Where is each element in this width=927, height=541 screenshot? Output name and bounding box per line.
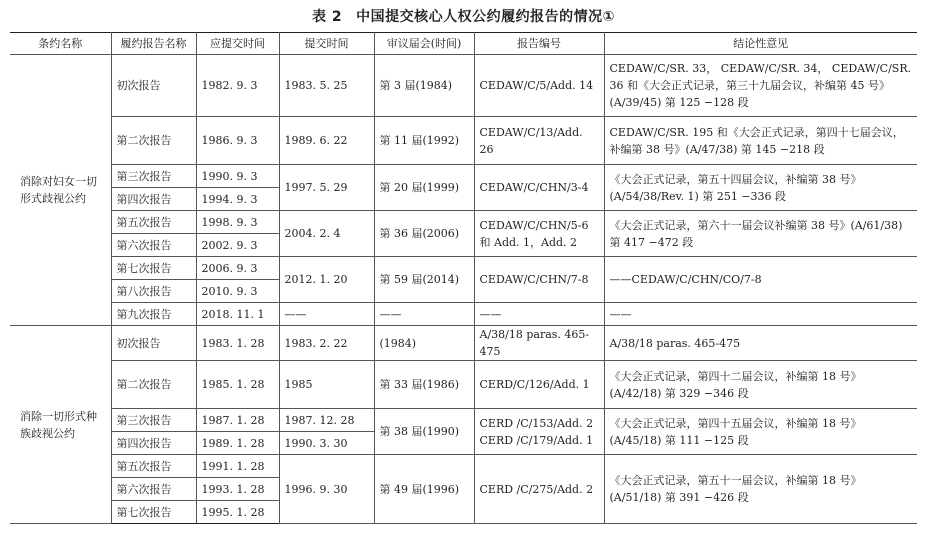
report-code: —— (474, 303, 604, 326)
report-name: 第八次报告 (111, 280, 196, 303)
report-name: 第五次报告 (111, 455, 196, 478)
session: 第 38 届(1990) (374, 409, 474, 455)
conclusion: 《大会正式记录，第五十四届会议，补编第 38 号》(A/54/38/Rev. 1) 第 251 −336 段 (604, 165, 917, 211)
due-date: 2018. 11. 1 (196, 303, 279, 326)
conclusion: 《大会正式记录，第五十一届会议，补编第 18 号》(A/51/18) 第 391 −426 段 (604, 455, 917, 524)
due-date: 1991. 1. 28 (196, 455, 279, 478)
session: 第 20 届(1999) (374, 165, 474, 211)
table-row (10, 211, 917, 234)
report-name: 第三次报告 (111, 165, 196, 188)
report-name: 第二次报告 (111, 361, 196, 409)
table-row (10, 55, 917, 117)
session: 第 3 届(1984) (374, 55, 474, 117)
session: 第 59 届(2014) (374, 257, 474, 303)
due-date: 1983. 1. 28 (196, 326, 279, 361)
table-row (10, 409, 917, 432)
conclusion: CEDAW/C/SR. 33， CEDAW/C/SR. 34， CEDAW/C/SR. 36 和《大会正式记录，第三十九届会议，补编第 45 号》(A/39/45) 第 125 −128 段 (604, 55, 917, 117)
reports-table (10, 32, 917, 524)
report-code (474, 409, 604, 455)
due-date: 1994. 9. 3 (196, 188, 279, 211)
header-due: 应提交时间 (196, 33, 279, 55)
report-name: 第六次报告 (111, 234, 196, 257)
report-name: 第四次报告 (111, 432, 196, 455)
report-code: CEDAW/C/CHN/3-4 (474, 165, 604, 211)
due-date: 2002. 9. 3 (196, 234, 279, 257)
submitted-date: 1990. 3. 30 (279, 432, 374, 455)
report-code: CEDAW/C/5/Add. 14 (474, 55, 604, 117)
session: 第 36 届(2006) (374, 211, 474, 257)
due-date: 1987. 1. 28 (196, 409, 279, 432)
session: 第 11 届(1992) (374, 117, 474, 165)
submitted-date: 1989. 6. 22 (279, 117, 374, 165)
table-row (10, 361, 917, 409)
due-date: 1998. 9. 3 (196, 211, 279, 234)
submitted-date: 1987. 12. 28 (279, 409, 374, 432)
report-code: CEDAW/C/CHN/7-8 (474, 257, 604, 303)
report-code: A/38/18 paras. 465-475 (474, 326, 604, 361)
report-name: 初次报告 (111, 55, 196, 117)
conclusion: A/38/18 paras. 465-475 (604, 326, 917, 361)
report-code: CERD/C/126/Add. 1 (474, 361, 604, 409)
session: 第 33 届(1986) (374, 361, 474, 409)
report-code: CERD /C/275/Add. 2 (474, 455, 604, 524)
report-name: 第五次报告 (111, 211, 196, 234)
convention-cerd: 消除一切形式种族歧视公约 (10, 326, 111, 524)
report-name: 第七次报告 (111, 501, 196, 524)
table-caption (0, 6, 927, 28)
report-code: CEDAW/C/13/Add. 26 (474, 117, 604, 165)
table-row (10, 303, 917, 326)
conclusion: —— (604, 303, 917, 326)
report-code-b: CERD /C/179/Add. 1 (479, 433, 594, 447)
conclusion: CEDAW/C/SR. 195 和《大会正式记录，第四十七届会议，补编第 38 号》(A/47/38) 第 145 −218 段 (604, 117, 917, 165)
report-code-a: CERD /C/153/Add. 2 (479, 416, 594, 430)
due-date: 1982. 9. 3 (196, 55, 279, 117)
due-date: 1986. 9. 3 (196, 117, 279, 165)
table-title: 中国提交核心人权公约履约报告的情况① (356, 9, 615, 25)
convention-cedaw: 消除对妇女一切形式歧视公约 (10, 55, 111, 326)
report-name: 第九次报告 (111, 303, 196, 326)
report-code: CEDAW/C/CHN/5-6 和 Add. 1，Add. 2 (474, 211, 604, 257)
report-name: 第二次报告 (111, 117, 196, 165)
report-name: 第四次报告 (111, 188, 196, 211)
conclusion: 《大会正式记录，第六十一届会议补编第 38 号》(A/61/38) 第 417 −472 段 (604, 211, 917, 257)
table-row (10, 257, 917, 280)
due-date: 2006. 9. 3 (196, 257, 279, 280)
table-row (10, 117, 917, 165)
session: (1984) (374, 326, 474, 361)
table-row (10, 455, 917, 478)
conclusion: 《大会正式记录，第四十二届会议，补编第 18 号》(A/42/18) 第 329 −346 段 (604, 361, 917, 409)
session: —— (374, 303, 474, 326)
submitted-date: 1985 (279, 361, 374, 409)
submitted-date: 2012. 1. 20 (279, 257, 374, 303)
submitted-date: 2004. 2. 4 (279, 211, 374, 257)
due-date: 1989. 1. 28 (196, 432, 279, 455)
table-number: 表 2 (312, 9, 343, 25)
submitted-date: 1997. 5. 29 (279, 165, 374, 211)
header-report: 履约报告名称 (111, 33, 196, 55)
due-date: 1990. 9. 3 (196, 165, 279, 188)
submitted-date: —— (279, 303, 374, 326)
report-name: 第三次报告 (111, 409, 196, 432)
due-date: 1985. 1. 28 (196, 361, 279, 409)
submitted-date: 1983. 2. 22 (279, 326, 374, 361)
report-name: 第七次报告 (111, 257, 196, 280)
header-conclusion: 结论性意见 (604, 33, 917, 55)
submitted-date: 1983. 5. 25 (279, 55, 374, 117)
header-submitted: 提交时间 (279, 33, 374, 55)
conclusion: 《大会正式记录，第四十五届会议，补编第 18 号》(A/45/18) 第 111 −125 段 (604, 409, 917, 455)
due-date: 1993. 1. 28 (196, 478, 279, 501)
submitted-date: 1996. 9. 30 (279, 455, 374, 524)
header-row (10, 33, 917, 55)
session: 第 49 届(1996) (374, 455, 474, 524)
report-name: 初次报告 (111, 326, 196, 361)
due-date: 1995. 1. 28 (196, 501, 279, 524)
conclusion: ——CEDAW/C/CHN/CO/7-8 (604, 257, 917, 303)
report-name: 第六次报告 (111, 478, 196, 501)
header-convention: 条约名称 (10, 33, 111, 55)
table-row (10, 326, 917, 361)
header-code: 报告编号 (474, 33, 604, 55)
header-session: 审议届会(时间) (374, 33, 474, 55)
due-date: 2010. 9. 3 (196, 280, 279, 303)
table-row (10, 165, 917, 188)
